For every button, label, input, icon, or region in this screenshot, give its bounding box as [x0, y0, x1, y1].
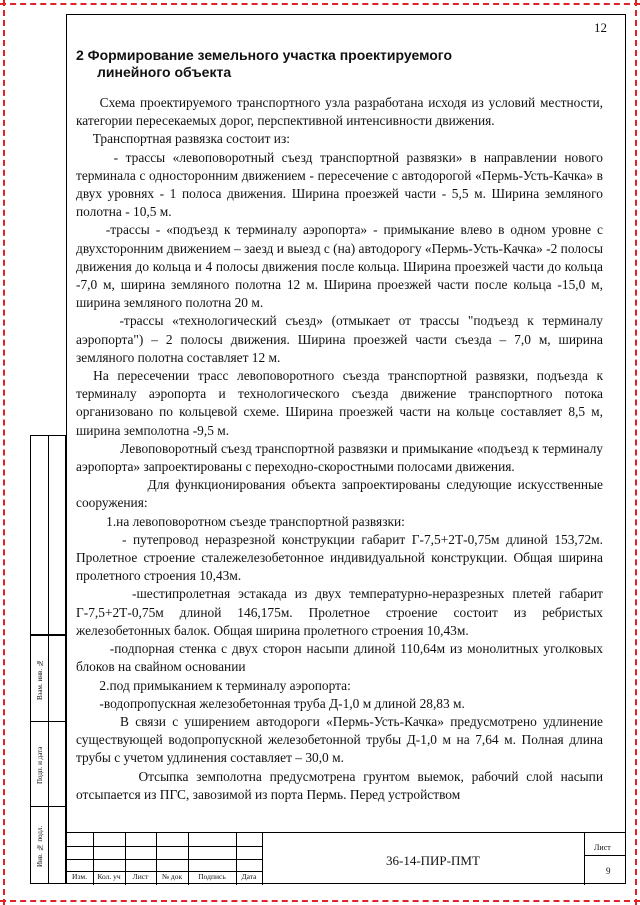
- section-title-line1: 2 Формирование земельного участка проектируемого: [76, 47, 453, 63]
- paragraph: Для функционирования объекта запроектированы следующие искусственные сооружения:: [76, 477, 603, 511]
- document-code: 36-14-ПИР-ПМТ: [386, 853, 480, 868]
- paragraph: Левоповоротный съезд транспортной развязки и примыкание «подъезд к терминалу аэропорта» запроектированы с переходно-скоростными полосами движения.: [76, 440, 603, 475]
- sheet-separator: [584, 855, 626, 856]
- section-title-line2: линейного объекта: [97, 64, 232, 80]
- cut-line-top: [0, 3, 640, 5]
- paragraph: -водопропускная железобетонная труба Д-1,0 м длиной 28,83 м.: [76, 695, 465, 711]
- side-label-inv: Инв. № подл.: [30, 810, 49, 882]
- stamp-label-list: Лист: [132, 872, 149, 881]
- stamp-label-podpis: Подпись: [198, 872, 226, 881]
- paragraph: Отсыпка земполотна предусмотрена грунтом выемок, рабочий слой насыпи отсыпается из ПГС, завозимой из порта Пермь. Перед устройством: [76, 768, 603, 802]
- cut-line-right: [635, 0, 637, 905]
- sheet-box: [584, 833, 627, 885]
- paragraph: Транспортная развязка состоит из:: [76, 131, 290, 147]
- paragraph: - трассы «левоповоротный съезд транспортной развязки» в направлении нового терминала с односторонним движением - пересечение с автодорогой «Пермь-Усть-Качка» в двух уровнях - 1 полоса движения. Ширина проезжей части - 5,5 м. Ширина земляного полотна - 10,5 м.: [76, 149, 603, 220]
- paragraph: Схема проектируемого транспортного узла разработана исходя из условий местности, категории пересекаемых дорог, перспективной интенсивности движения.: [76, 95, 603, 129]
- stamp-label-data: Дата: [241, 872, 257, 881]
- side-label-podp: Подп. и дата: [30, 725, 49, 805]
- side-label-vzam: Взам. инв. №: [30, 640, 49, 720]
- sheet-number: 9: [606, 866, 611, 876]
- section-title: [76, 47, 596, 81]
- body-text: [76, 94, 603, 804]
- paragraph: -трассы - «подъезд к терминалу аэропорта» - примыкание влево в одном уровне с двухсторонним движением – заезд и выезд с (на) автодорогу «Пермь-Усть-Качка» -2 полосы движения до кольца и 4 полосы движения после кольца. Ширина проезжей части до кольца -7,0 м, ширина земляного полотна 12 м. Ширина проезжей части после кольца -15,0 м, ширина земляного полотна 20 м.: [76, 222, 603, 311]
- paragraph: 2.под примыканием к терминалу аэропорта:: [76, 677, 351, 693]
- stamp-label-izm: Изм.: [72, 872, 87, 881]
- stamp-label-n-dok: № док: [161, 872, 183, 881]
- paragraph: -подпорная стенка с двух сторон насыпи длиной 110,64м из монолитных уголковых блоков на свайном основании: [76, 641, 603, 675]
- paragraph: 1.на левоповоротном съезде транспортной развязки:: [76, 513, 405, 529]
- paragraph: На пересечении трасс левоповоротного съезда транспортной развязки, подъезда к терминалу аэропорта и технологического съезда движение транспортного потока организовано по кольцевой схеме. Ширина проезжей части на кольце составляет 8,5 м, ширина земполотна -9,5 м.: [76, 368, 603, 438]
- paragraph: -трассы «технологический съезд» (отмыкает от трассы "подъезд к терминалу аэропорта") – 2 полосы движения. Ширина проезжей части съезда – 7,0 м, ширина земляного полотна составляет 12 м.: [76, 313, 603, 365]
- page-number: 12: [594, 20, 607, 35]
- stamp-label-kol-uch: Кол. уч: [97, 872, 121, 881]
- paragraph: - путепровод неразрезной конструкции габарит Г-7,5+2Т-0,75м длиной 153,72м. Пролетное строение сталежелезобетонное индивидуальной конструкции. Общая ширина пролетного строения 10,43м.: [76, 531, 603, 584]
- paragraph: В связи с уширением автодороги «Пермь-Усть-Качка» предусмотрено удлинение существующей водопропускной железобетонной трубы Д-1,0 м на 7,64 м. Полная длина трубы с учетом удлинения составляет – 30,0 м.: [76, 713, 603, 766]
- title-block-stamp: [66, 832, 626, 884]
- paragraph: -шестипролетная эстакада из двух температурно-неразрезных плетей габарит Г-7,5+2Т-0,75м длиной 146,175м. Пролетное строение состоит из ребристых железобетонных балок. Общая ширина пролетного строения 10,43м.: [76, 586, 603, 638]
- cut-line-left: [3, 0, 5, 905]
- cut-line-bottom: [0, 900, 640, 902]
- side-blank-block: [30, 435, 66, 635]
- sheet-label: Лист: [594, 843, 611, 852]
